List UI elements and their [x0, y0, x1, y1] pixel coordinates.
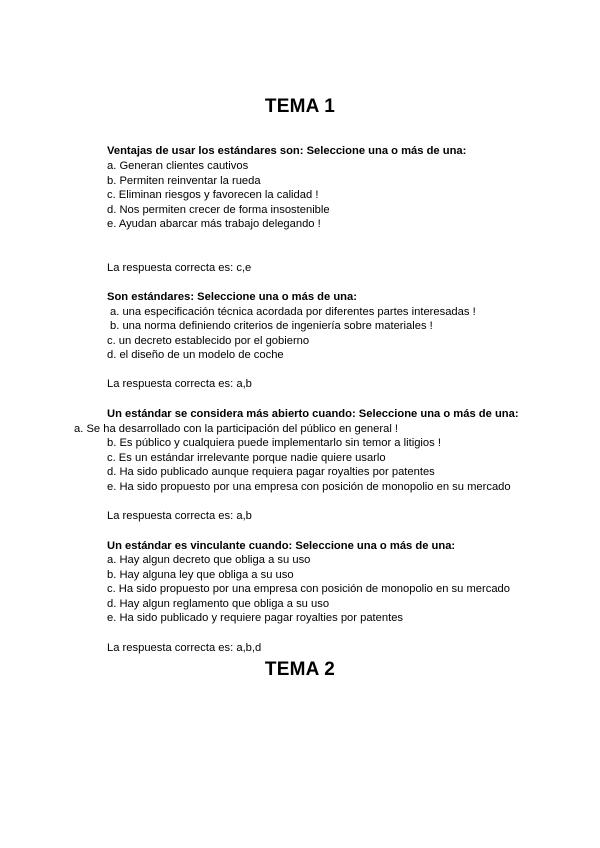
question-4-option-d: d. Hay algun reglamento que obliga a su uso — [107, 598, 330, 610]
question-4-answer: La respuesta correcta es: a,b,d — [107, 642, 262, 654]
question-1-option-d: d. Nos permiten crecer de forma insostenible — [107, 204, 330, 216]
section-title-tema-2: TEMA 2 — [264, 659, 336, 680]
question-1-option-c: c. Eliminan riesgos y favorecen la calidad ! — [107, 189, 319, 201]
question-1-answer: La respuesta correcta es: c,e — [107, 262, 252, 274]
question-2-answer: La respuesta correcta es: a,b — [107, 378, 252, 390]
question-4-prompt: Un estándar es vinculante cuando: Seleccione una o más de una: — [107, 540, 456, 552]
question-4-option-b: b. Hay alguna ley que obliga a su uso — [107, 569, 294, 581]
question-1-option-b: b. Permiten reinventar la rueda — [107, 175, 261, 187]
question-3-option-c: c. Es un estándar irrelevante porque nadie quiere usarlo — [107, 452, 386, 464]
question-4-option-e: e. Ha sido publicado y requiere pagar royalties por patentes — [107, 612, 404, 624]
question-2-option-d: d. el diseño de un modelo de coche — [107, 349, 284, 361]
question-2-option-a: a. una especificación técnica acordada por diferentes partes interesadas ! — [110, 306, 476, 318]
question-1-option-a: a. Generan clientes cautivos — [107, 160, 249, 172]
question-3-option-d: d. Ha sido publicado aunque requiera pagar royalties por patentes — [107, 466, 435, 478]
question-4-option-c: c. Ha sido propuesto por una empresa con posición de monopolio en su mercado — [107, 583, 510, 595]
question-1-prompt: Ventajas de usar los estándares son: Seleccione una o más de una: — [107, 145, 467, 157]
question-3-option-b: b. Es público y cualquiera puede implementarlo sin temor a litigios ! — [107, 437, 441, 449]
question-4-option-a: a. Hay algun decreto que obliga a su uso — [107, 554, 311, 566]
question-3-option-e: e. Ha sido propuesto por una empresa con posición de monopolio en su mercado — [107, 481, 511, 493]
question-2-option-b: b. una norma definiendo criterios de ingeniería sobre materiales ! — [110, 320, 433, 332]
question-3-option-a: a. Se ha desarrollado con la participación del público en general ! — [74, 423, 399, 435]
section-title-tema-1: TEMA 1 — [264, 96, 336, 117]
question-1-option-e: e. Ayudan abarcar más trabajo delegando ! — [107, 218, 321, 230]
question-2-option-c: c. un decreto establecido por el gobierno — [107, 335, 310, 347]
question-3-answer: La respuesta correcta es: a,b — [107, 510, 252, 522]
question-2-prompt: Son estándares: Seleccione una o más de una: — [107, 291, 357, 303]
question-3-prompt: Un estándar se considera más abierto cuando: Seleccione una o más de una: — [107, 408, 519, 420]
